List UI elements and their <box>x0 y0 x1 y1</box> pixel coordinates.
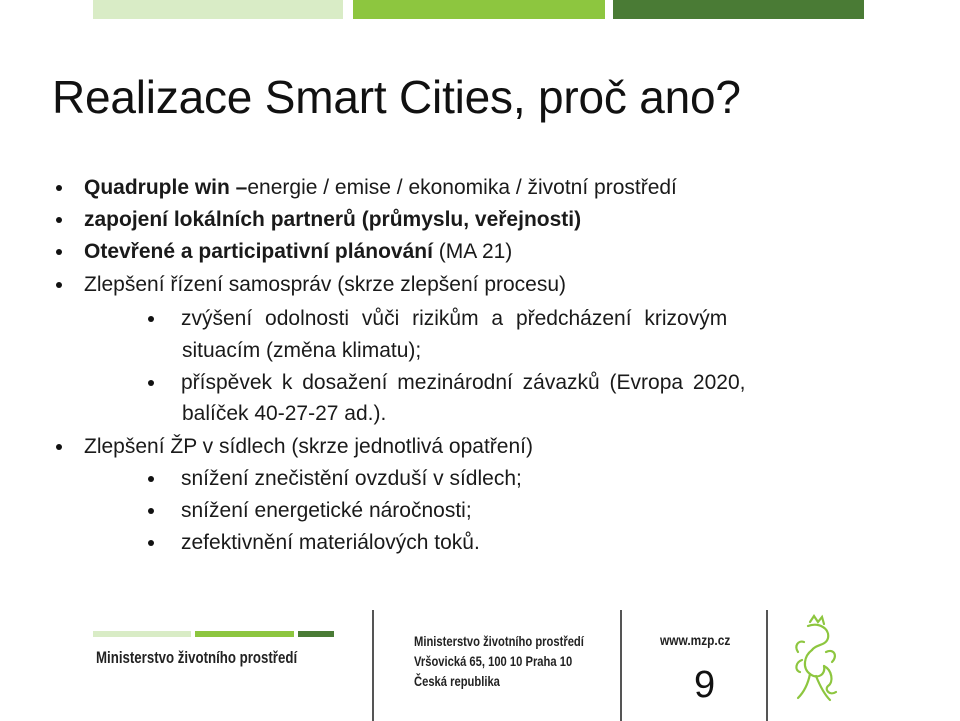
sub-bullet-text: snížení znečistění ovzduší v sídlech; <box>181 467 522 490</box>
bullet-text: Zlepšení řízení samospráv (skrze zlepšení procesu) <box>84 273 567 296</box>
footer-divider <box>620 610 622 721</box>
sub-bullet-item <box>148 467 522 491</box>
bullet-dot-icon <box>148 380 154 386</box>
bullet-text: Zlepšení ŽP v sídlech (skrze jednotlivá opatření) <box>84 435 533 458</box>
bullet-dot-icon <box>56 249 62 255</box>
address-line: Ministerstvo životního prostředí <box>414 633 584 649</box>
sub-bullet-text: zefektivnění materiálových toků. <box>181 531 480 554</box>
sub-bullet-text: snížení energetické náročnosti; <box>181 499 472 522</box>
sub-bullet-continuation: balíček 40-27-27 ad.). <box>182 402 387 425</box>
footer-bar-dark <box>298 631 334 637</box>
footer-divider <box>766 610 768 721</box>
page-number: 9 <box>694 664 716 706</box>
footer-bar-light <box>93 631 191 637</box>
sub-bullet-item <box>148 499 472 523</box>
top-bar-medium <box>353 0 605 19</box>
top-bar-dark <box>613 0 864 19</box>
footer-address <box>414 631 584 691</box>
address-line: Vršovická 65, 100 10 Praha 10 <box>414 653 573 669</box>
bullet-dot-icon <box>56 444 62 450</box>
top-bar-light <box>93 0 343 19</box>
address-line: Česká republika <box>414 673 500 689</box>
sub-bullet-item <box>148 531 480 555</box>
bullet-dot-icon <box>148 508 154 514</box>
bullet-dot-icon <box>148 476 154 482</box>
footer-website-link[interactable]: www.mzp.cz <box>660 632 731 648</box>
footer-divider <box>372 610 374 721</box>
bullet-bold-text: Otevřené a participativní plánování <box>84 240 439 263</box>
slide-title: Realizace Smart Cities, proč ano? <box>52 71 741 123</box>
bullet-item <box>56 208 581 232</box>
bullet-dot-icon <box>148 540 154 546</box>
czech-lion-emblem-icon <box>790 612 840 708</box>
bullet-dot-icon <box>56 217 62 223</box>
bullet-bold-text: Quadruple win – <box>84 176 248 199</box>
bullet-text: (MA 21) <box>438 240 513 263</box>
bullet-item <box>56 435 533 459</box>
bullet-item <box>56 176 677 200</box>
sub-bullet-item <box>148 371 745 395</box>
bullet-item <box>56 240 512 264</box>
sub-bullet-item <box>148 307 727 331</box>
bullet-dot-icon <box>56 282 62 288</box>
sub-bullet-text: příspěvek k dosažení mezinárodní závazků (Evropa 2020, <box>181 371 746 394</box>
bullet-item <box>56 273 566 297</box>
ministry-logo-text: Ministerstvo životního prostředí <box>96 648 298 667</box>
sub-bullet-continuation: situacím (změna klimatu); <box>182 339 422 362</box>
bullet-bold-text: zapojení lokálních partnerů (průmyslu, veřejnosti) <box>84 208 582 231</box>
bullet-dot-icon <box>148 316 154 322</box>
sub-bullet-text: zvýšení odolnosti vůči rizikům a předcházení krizovým <box>181 307 728 330</box>
bullet-dot-icon <box>56 185 62 191</box>
footer-bar-medium <box>195 631 294 637</box>
bullet-text: energie / emise / ekonomika / životní prostředí <box>247 176 677 199</box>
